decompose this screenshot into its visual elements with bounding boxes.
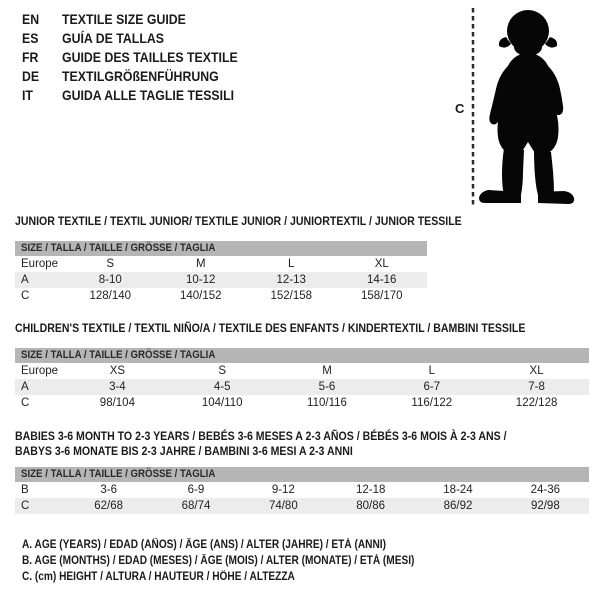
table-row-months: [15, 482, 589, 498]
size-header-bar: SIZE / TALLA / TAILLE / GRÖSSE / TAGLIA: [15, 467, 589, 482]
junior-table: [15, 241, 427, 304]
babies-table-title: BABIES 3-6 MONTH TO 2-3 YEARS / BEBÉS 3-6 MESES A 2-3 AÑOS / BÉBÉS 3-6 MOIS À 2-3 ANS /: [15, 429, 507, 443]
language-row-es: [22, 29, 262, 48]
baby-silhouette-shape: [479, 10, 574, 204]
value-cell: 6-7: [423, 381, 441, 393]
size-cell: S: [106, 258, 115, 270]
value-cell: 3-6: [100, 484, 117, 496]
table-row-europe: [15, 256, 427, 272]
value-cell: 68/74: [181, 500, 211, 512]
language-title: GUÍA DE TALLAS: [62, 30, 164, 46]
size-cell: XL: [529, 365, 544, 377]
language-code: IT: [22, 87, 33, 103]
size-header-bar: SIZE / TALLA / TAILLE / GRÖSSE / TAGLIA: [15, 348, 589, 363]
language-list: [22, 10, 262, 105]
value-cell: 104/110: [201, 397, 243, 409]
value-cell: 74/80: [268, 500, 298, 512]
language-title: TEXTILGRÖßENFÜHRUNG: [62, 68, 219, 84]
table-row-age: [15, 379, 589, 395]
language-row-fr: [22, 48, 262, 67]
value-cell: 140/152: [179, 290, 222, 302]
row-label: B: [21, 484, 29, 496]
value-cell: 3-4: [109, 381, 126, 393]
value-cell: 24-36: [530, 484, 561, 496]
legend-line-c: C. (cm) HEIGHT / ALTURA / HAUTEUR / HÖHE / ALTEZZA: [22, 571, 295, 583]
value-cell: 92/98: [530, 500, 560, 512]
language-code: FR: [22, 49, 39, 65]
size-cell: M: [195, 258, 206, 270]
value-cell: 10-12: [186, 274, 216, 286]
value-cell: 6-9: [187, 484, 205, 496]
row-label: A: [21, 381, 29, 393]
row-label: A: [21, 274, 29, 286]
language-row-it: [22, 86, 262, 105]
language-row-en: [22, 10, 262, 29]
value-cell: 12-13: [276, 274, 306, 286]
language-title: TEXTILE SIZE GUIDE: [62, 11, 186, 27]
children-table-title: CHILDREN'S TEXTILE / TEXTIL NIÑO/A / TEXTILE DES ENFANTS / KINDERTEXTIL / BAMBINI TESSILE: [15, 321, 526, 335]
baby-silhouette-icon: [450, 0, 600, 212]
value-cell: 86/92: [443, 500, 473, 512]
row-label: Europe: [21, 365, 59, 377]
babies-table-title-line2: BABYS 3-6 MONATE BIS 2-3 JAHRE / BAMBINI 3-6 MESI A 2-3 ANNI: [15, 444, 353, 458]
row-label: C: [21, 397, 30, 409]
value-cell: 122/128: [515, 397, 558, 409]
value-cell: 80/86: [356, 500, 386, 512]
language-code: DE: [22, 68, 40, 84]
size-cell: M: [322, 365, 332, 377]
value-cell: 4-5: [213, 381, 231, 393]
value-cell: 7-8: [528, 381, 545, 393]
value-cell: 128/140: [89, 290, 132, 302]
size-cell: L: [288, 258, 295, 270]
table-row-europe: [15, 363, 589, 379]
legend: [22, 537, 468, 585]
size-cell: L: [428, 365, 435, 377]
table-row-height: [15, 498, 589, 514]
value-cell: 110/116: [307, 397, 347, 409]
size-cell: S: [218, 365, 227, 377]
table-row-height: [15, 288, 427, 304]
row-label: C: [21, 290, 30, 302]
babies-table: [15, 467, 589, 514]
language-title: GUIDE DES TAILLES TEXTILE: [62, 49, 238, 65]
legend-line-b: B. AGE (MONTHS) / EDAD (MESES) / ÂGE (MOIS) / ALTER (MONATE) / ETÀ (MESI): [22, 555, 415, 567]
value-cell: 158/170: [360, 290, 403, 302]
value-cell: 98/104: [99, 397, 135, 409]
row-label: C: [21, 500, 30, 512]
measurement-figure: [450, 0, 600, 212]
language-code: EN: [22, 11, 40, 27]
children-table: [15, 348, 589, 411]
language-row-de: [22, 67, 262, 86]
legend-line-a: A. AGE (YEARS) / EDAD (AÑOS) / ÂGE (ANS) / ALTER (JAHRE) / ETÀ (ANNI): [22, 539, 386, 551]
value-cell: 116/122: [411, 397, 453, 409]
value-cell: 14-16: [367, 274, 397, 286]
height-label-c: C: [455, 101, 465, 116]
value-cell: 8-10: [98, 274, 122, 286]
size-cell: XS: [109, 365, 126, 377]
table-row-height: [15, 395, 589, 411]
size-header-bar: SIZE / TALLA / TAILLE / GRÖSSE / TAGLIA: [15, 241, 427, 256]
value-cell: 5-6: [318, 381, 336, 393]
language-code: ES: [22, 30, 39, 46]
value-cell: 12-18: [355, 484, 386, 496]
row-label: Europe: [21, 258, 59, 270]
size-cell: XL: [374, 258, 389, 270]
value-cell: 18-24: [443, 484, 473, 496]
table-row-age: [15, 272, 427, 288]
value-cell: 152/158: [270, 290, 313, 302]
junior-table-title: JUNIOR TEXTILE / TEXTIL JUNIOR/ TEXTILE JUNIOR / JUNIORTEXTIL / JUNIOR TESSILE: [15, 214, 462, 228]
value-cell: 62/68: [94, 500, 124, 512]
language-title: GUIDA ALLE TAGLIE TESSILI: [62, 87, 235, 103]
value-cell: 9-12: [271, 484, 295, 496]
